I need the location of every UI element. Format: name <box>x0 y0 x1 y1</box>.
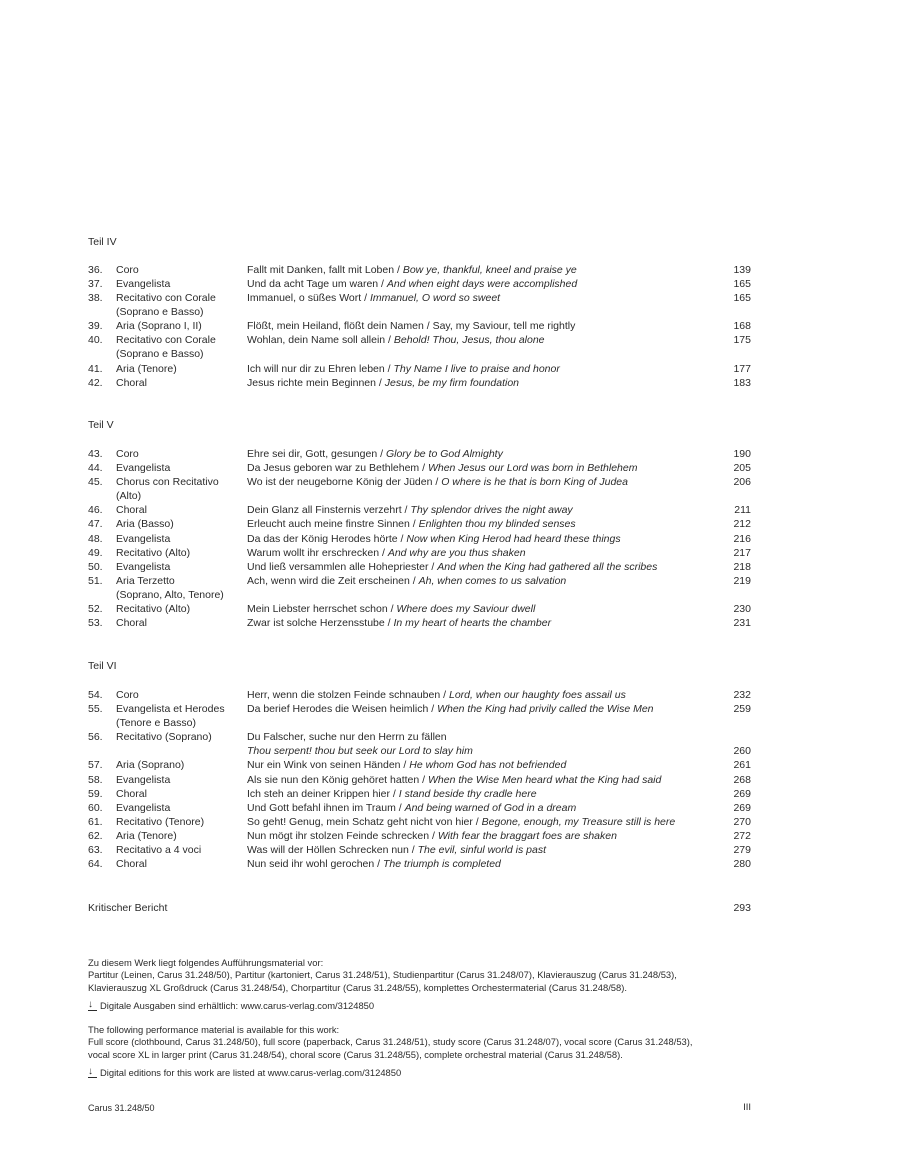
entry-movement-type <box>116 702 246 730</box>
entry-number: 58. <box>88 773 103 786</box>
entry-page-number: 269 <box>733 801 751 814</box>
german-title: Ehre sei dir, Gott, gesungen <box>247 448 378 460</box>
title-separator: / <box>384 362 394 375</box>
toc-entry <box>0 758 900 772</box>
entry-page-number: 217 <box>733 546 751 559</box>
entry-movement-type <box>116 843 246 857</box>
german-title: Flößt, mein Heiland, flößt dein Namen <box>247 320 424 333</box>
entry-page-number: 165 <box>733 292 751 305</box>
entry-page-number: 268 <box>733 773 751 786</box>
toc-entry <box>0 730 900 758</box>
movement-type-label: Choral <box>116 858 147 871</box>
german-title: Erleucht auch meine finstre Sinnen <box>247 518 410 531</box>
entry-number: 53. <box>88 617 103 630</box>
title-separator: / <box>385 334 394 347</box>
english-title: He whom God has not befriended <box>409 759 567 772</box>
title-separator: / <box>397 532 407 545</box>
german-title: Da das der König Herodes hörte <box>247 532 398 545</box>
german-title: Da berief Herodes die Weisen heimlich <box>247 703 429 716</box>
entry-movement-type <box>116 319 246 333</box>
entry-number: 50. <box>88 560 103 573</box>
entry-number: 57. <box>88 759 103 772</box>
english-title: Thou serpent! thou but seek our Lord to slay him <box>247 745 473 758</box>
english-title: Ah, when comes to us salvation <box>418 574 567 587</box>
toc-entry <box>0 702 900 730</box>
movement-type-label: Choral <box>116 504 147 517</box>
entry-title <box>247 688 727 702</box>
entry-number: 48. <box>88 532 103 545</box>
english-title: O where is he that is born King of Judea <box>441 476 628 489</box>
german-title: Warum wollt ihr erschrecken <box>247 546 380 559</box>
entry-title <box>247 702 727 716</box>
section-title-teil-vi: Teil VI <box>88 660 117 672</box>
entry-movement-type <box>116 532 246 546</box>
title-separator: / <box>429 829 438 842</box>
movement-type-label: Recitativo con Corale <box>116 292 216 305</box>
entry-number: 43. <box>88 448 103 460</box>
english-title: Jesus, be my firm foundation <box>384 376 519 389</box>
entry-page-number: 270 <box>733 815 751 828</box>
entry-title <box>247 362 727 376</box>
german-title: Da Jesus geboren war zu Bethlehem <box>247 462 420 475</box>
material-intro-de: Zu diesem Werk liegt folgendes Aufführungsmaterial vor: <box>88 957 324 968</box>
entry-title <box>247 758 727 772</box>
german-title: So geht! Genug, mein Schatz geht nicht von hier <box>247 815 473 828</box>
movement-type-label: Coro <box>116 448 139 460</box>
entry-movement-type <box>116 616 246 630</box>
entry-page-number: 212 <box>733 518 751 531</box>
entry-title <box>247 829 727 843</box>
entry-movement-type <box>116 688 246 702</box>
english-title: Enlighten thou my blinded senses <box>418 518 576 531</box>
material-line1-en: Full score (clothbound, Carus 31.248/50), full score (paperback, Carus 31.248/51), study score (Carus 31.248/07), vocal score (Carus 31.248/53), <box>88 1036 693 1048</box>
entry-movement-type <box>116 815 246 829</box>
movement-type-label: Choral <box>116 787 147 800</box>
movement-type-label: Evangelista <box>116 801 171 814</box>
entry-movement-type <box>116 857 246 871</box>
entry-title <box>247 376 727 390</box>
entry-number: 41. <box>88 362 103 375</box>
entry-title <box>247 843 727 857</box>
german-title: Fallt mit Danken, fallt mit Loben <box>247 264 395 276</box>
english-title: Thy Name I live to praise and honor <box>393 362 560 375</box>
german-title: Dein Glanz all Finsternis verzehrt <box>247 504 402 517</box>
german-title: Was will der Höllen Schrecken nun <box>247 844 409 857</box>
entry-page-number: 272 <box>733 829 751 842</box>
toc-entry <box>0 857 900 871</box>
german-title: Mein Liebster herrschet schon <box>247 603 388 616</box>
title-separator: / <box>408 844 418 857</box>
german-title: Nun seid ihr wohl gerochen <box>247 858 375 871</box>
entry-page-number: 259 <box>733 703 751 716</box>
toc-entry <box>0 263 900 277</box>
entry-page-number: 261 <box>733 759 751 772</box>
entry-page-number: 218 <box>733 560 751 573</box>
entry-title <box>247 815 727 829</box>
entry-number: 54. <box>88 689 103 701</box>
entry-title <box>247 602 727 616</box>
entry-page-number: 211 <box>734 504 751 517</box>
english-title: In my heart of hearts the chamber <box>393 617 552 630</box>
toc-entry <box>0 815 900 829</box>
entry-movement-type <box>116 560 246 574</box>
entry-movement-type <box>116 461 246 475</box>
title-separator: / <box>400 759 410 772</box>
entry-title <box>247 730 727 758</box>
german-title: Als sie nun den König gehöret hatten <box>247 773 420 786</box>
english-title: Lord, when our haughty foes assail us <box>448 689 626 701</box>
entry-movement-type <box>116 829 246 843</box>
kritischer-bericht-page: 293 <box>733 902 751 914</box>
entry-movement-type <box>116 517 246 531</box>
entry-page-number: 231 <box>733 617 751 630</box>
entry-title <box>247 773 727 787</box>
material-intro-en: The following performance material is available for this work: <box>88 1024 340 1035</box>
toc-entry <box>0 319 900 333</box>
entry-page-number: 190 <box>733 448 751 460</box>
entry-page-number: 168 <box>733 320 751 333</box>
entry-number: 45. <box>88 476 103 489</box>
entry-page-number: 165 <box>733 278 751 291</box>
entry-number: 51. <box>88 574 103 587</box>
entry-page-number: 232 <box>733 689 751 701</box>
movement-type-label: Evangelista et Herodes <box>116 703 225 716</box>
toc-entry <box>0 362 900 376</box>
entry-title <box>247 546 727 560</box>
entry-movement-type <box>116 333 246 361</box>
title-separator: / <box>440 689 449 701</box>
entry-title <box>247 475 727 489</box>
movement-type-label: Aria (Soprano I, II) <box>116 320 202 333</box>
entry-title <box>247 461 727 475</box>
german-title: Jesus richte mein Beginnen <box>247 376 376 389</box>
toc-entry <box>0 475 900 503</box>
movement-type-label: Recitativo a 4 voci <box>116 844 202 857</box>
toc-entry <box>0 461 900 475</box>
toc-entry <box>0 787 900 801</box>
german-title: Zwar ist solche Herzensstube <box>247 617 385 630</box>
title-separator: / <box>387 603 397 616</box>
title-separator: / <box>379 546 388 559</box>
entry-title <box>247 532 727 546</box>
english-title: Bow ye, thankful, kneel and praise ye <box>402 264 577 276</box>
entry-movement-type <box>116 787 246 801</box>
entry-number: 37. <box>88 278 103 291</box>
entry-movement-type <box>116 773 246 787</box>
english-title: I stand beside thy cradle here <box>398 787 537 800</box>
toc-entry <box>0 376 900 390</box>
title-separator: / <box>419 462 428 475</box>
german-title: Ich steh an deiner Krippen hier <box>247 787 391 800</box>
movement-type-label: Aria (Basso) <box>116 518 174 531</box>
english-title: When the Wise Men heard what the King had said <box>427 773 662 786</box>
movement-type-label: Aria (Tenore) <box>116 829 177 842</box>
entry-page-number: 216 <box>733 532 751 545</box>
toc-entry <box>0 574 900 602</box>
section-title-teil-iv: Teil IV <box>88 236 117 248</box>
movement-type-label: Aria (Tenore) <box>116 362 177 375</box>
entry-movement-type <box>116 602 246 616</box>
toc-entry <box>0 843 900 857</box>
entry-page-number: 205 <box>733 462 751 475</box>
entry-page-number: 177 <box>733 362 751 375</box>
entry-number: 38. <box>88 292 103 305</box>
movement-type-label: Aria Terzetto <box>116 574 175 587</box>
movement-type-label: Choral <box>116 617 147 630</box>
movement-type-label: Evangelista <box>116 278 171 291</box>
toc-entry <box>0 560 900 574</box>
title-separator: / <box>384 617 394 630</box>
german-title: Und Gott befahl ihnen im Traum <box>247 801 396 814</box>
entry-page-number: 206 <box>733 476 751 489</box>
entry-title <box>247 503 727 517</box>
entry-title <box>247 787 727 801</box>
entry-movement-type <box>116 574 246 602</box>
english-title: And when eight days were accomplished <box>386 278 578 291</box>
entry-movement-type <box>116 263 246 277</box>
entry-title <box>247 560 727 574</box>
entry-page-number: 269 <box>733 787 751 800</box>
english-title: The triumph is completed <box>383 858 501 871</box>
entry-movement-type <box>116 362 246 376</box>
movement-type-label: Coro <box>116 264 139 276</box>
digital-editions-en-text: Digital editions for this work are listed at www.carus-verlag.com/3124850 <box>100 1067 402 1079</box>
entry-number: 44. <box>88 462 103 475</box>
material-note-german <box>88 957 798 1013</box>
entry-number: 40. <box>88 334 103 347</box>
english-title: Now when King Herod had heard these things <box>406 532 621 545</box>
english-title: When Jesus our Lord was born in Bethlehem <box>427 462 638 475</box>
english-title: Thy splendor drives the night away <box>410 504 573 517</box>
entry-number: 63. <box>88 844 103 857</box>
toc-entry <box>0 773 900 787</box>
german-title: Und da acht Tage um waren <box>247 278 379 291</box>
movement-type-label: Coro <box>116 689 139 701</box>
toc-entry <box>0 291 900 319</box>
entry-movement-type <box>116 376 246 390</box>
english-title: Behold! Thou, Jesus, thou alone <box>393 334 545 347</box>
entry-number: 47. <box>88 518 103 531</box>
entry-number: 59. <box>88 787 103 800</box>
entry-page-number: 280 <box>733 858 751 871</box>
entry-movement-type <box>116 277 246 291</box>
movement-voices-label: (Soprano e Basso) <box>116 348 204 361</box>
entry-movement-type <box>116 447 246 461</box>
entry-title <box>247 616 727 630</box>
title-separator: / <box>428 560 438 573</box>
entry-number: 62. <box>88 829 103 842</box>
german-title: Immanuel, o süßes Wort <box>247 292 362 305</box>
title-separator: / <box>428 703 438 716</box>
title-separator: / <box>374 858 384 871</box>
german-title: Herr, wenn die stolzen Feinde schnauben <box>247 689 441 701</box>
toc-entry <box>0 532 900 546</box>
title-separator: / <box>432 476 442 489</box>
title-separator: / <box>409 518 419 531</box>
entry-movement-type <box>116 546 246 560</box>
entry-movement-type <box>116 758 246 772</box>
title-separator: / <box>377 448 386 460</box>
english-title: Begone, enough, my Treasure still is here <box>481 815 676 828</box>
movement-voices-label: (Soprano, Alto, Tenore) <box>116 588 224 601</box>
entry-number: 49. <box>88 546 103 559</box>
title-separator: / <box>423 320 433 333</box>
entry-title <box>247 574 727 588</box>
movement-type-label: Recitativo (Alto) <box>116 546 191 559</box>
entry-title <box>247 333 727 347</box>
entry-number: 61. <box>88 815 103 828</box>
title-separator: / <box>395 801 405 814</box>
entry-title <box>247 517 727 531</box>
toc-entry <box>0 333 900 361</box>
movement-type-label: Aria (Soprano) <box>116 759 185 772</box>
movement-type-label: Evangelista <box>116 773 171 786</box>
english-title: Immanuel, O word so sweet <box>369 292 501 305</box>
english-title: With fear the braggart foes are shaken <box>437 829 617 842</box>
toc-entry <box>0 616 900 630</box>
kritischer-bericht-row <box>0 901 900 915</box>
english-title: When the King had privily called the Wise Men <box>437 703 654 716</box>
entry-page-number: 219 <box>733 574 751 587</box>
entry-number: 56. <box>88 731 103 744</box>
entry-movement-type <box>116 291 246 319</box>
material-note-english <box>88 1024 798 1080</box>
entry-title <box>247 857 727 871</box>
title-separator: / <box>409 574 419 587</box>
toc-teil-vi <box>0 688 900 871</box>
kritischer-bericht-label: Kritischer Bericht <box>88 902 168 914</box>
download-icon <box>88 1002 97 1011</box>
english-title: Say, my Saviour, tell me rightly <box>432 320 576 333</box>
english-title: And when the King had gathered all the scribes <box>437 560 658 573</box>
toc-teil-iv <box>0 263 900 390</box>
movement-voices-label: (Alto) <box>116 490 142 503</box>
entry-page-number: 139 <box>733 264 751 276</box>
title-separator: / <box>401 504 411 517</box>
movement-type-label: Evangelista <box>116 462 171 475</box>
digital-editions-de <box>88 1000 798 1012</box>
entry-title <box>247 319 727 333</box>
german-title: Und ließ versammlen alle Hohepriester <box>247 560 429 573</box>
entry-number: 46. <box>88 504 103 517</box>
title-separator: / <box>378 278 387 291</box>
movement-type-label: Recitativo (Tenore) <box>116 815 205 828</box>
title-separator: / <box>361 292 370 305</box>
toc-entry <box>0 602 900 616</box>
german-title: Wo ist der neugeborne König der Jüden <box>247 476 433 489</box>
movement-type-label: Evangelista <box>116 560 171 573</box>
material-line2-en: vocal score XL in larger print (Carus 31.248/54), choral score (Carus 31.248/55), complete orchestral material (Carus 31.248/58). <box>88 1048 623 1060</box>
title-separator: / <box>394 264 403 276</box>
entry-movement-type <box>116 475 246 503</box>
toc-entry <box>0 277 900 291</box>
digital-editions-de-text: Digitale Ausgaben sind erhältlich: www.carus-verlag.com/3124850 <box>100 1000 375 1012</box>
entry-movement-type <box>116 503 246 517</box>
entry-number: 60. <box>88 801 103 814</box>
movement-type-label: Chorus con Recitativo <box>116 476 219 489</box>
entry-title <box>247 447 727 461</box>
english-title: Glory be to God Almighty <box>385 448 503 460</box>
german-title: Wohlan, dein Name soll allein <box>247 334 386 347</box>
english-title: Where does my Saviour dwell <box>396 603 536 616</box>
entry-title <box>247 291 727 305</box>
english-title: And why are you thus shaken <box>387 546 526 559</box>
entry-title <box>247 263 727 277</box>
entry-movement-type <box>116 730 246 744</box>
movement-voices-label: (Tenore e Basso) <box>116 717 196 730</box>
entry-page-number: 260 <box>733 745 751 758</box>
entry-page-number: 279 <box>733 844 751 857</box>
german-title: Ich will nur dir zu Ehren leben <box>247 362 385 375</box>
toc-entry <box>0 546 900 560</box>
entry-number: 64. <box>88 858 103 871</box>
material-line1-de: Partitur (Leinen, Carus 31.248/50), Partitur (kartoniert, Carus 31.248/51), Studienpartitur (Carus 31.248/07), Klavierauszug (Carus 31.248/53), <box>88 969 677 981</box>
material-line2-de: Klavierauszug XL Großdruck (Carus 31.248/54), Chorpartitur (Carus 31.248/55), komplettes Orchestermaterial (Carus 31.248/58). <box>88 981 627 993</box>
entry-title <box>247 277 727 291</box>
toc-entry <box>0 517 900 531</box>
entry-page-number: 175 <box>733 334 751 347</box>
entry-page-number: 183 <box>733 376 751 389</box>
movement-voices-label: (Soprano e Basso) <box>116 306 204 319</box>
german-title: Nur ein Wink von seinen Händen <box>247 759 401 772</box>
entry-number: 55. <box>88 703 103 716</box>
movement-type-label: Recitativo (Alto) <box>116 603 191 616</box>
entry-page-number: 230 <box>733 603 751 616</box>
entry-movement-type <box>116 801 246 815</box>
german-title: Ach, wenn wird die Zeit erscheinen <box>247 574 410 587</box>
entry-title <box>247 801 727 815</box>
toc-entry <box>0 447 900 461</box>
german-title: Du Falscher, suche nur den Herrn zu fällen <box>247 731 447 744</box>
toc-entry <box>0 503 900 517</box>
digital-editions-en <box>88 1067 798 1079</box>
toc-entry <box>0 801 900 815</box>
english-title: And being warned of God in a dream <box>404 801 577 814</box>
entry-number: 36. <box>88 264 103 276</box>
footer-catalog-number: Carus 31.248/50 <box>88 1103 155 1113</box>
entry-number: 39. <box>88 320 103 333</box>
english-title: The evil, sinful world is past <box>417 844 547 857</box>
toc-teil-v <box>0 447 900 630</box>
toc-entry <box>0 688 900 702</box>
title-separator: / <box>419 773 428 786</box>
footer-page-number: III <box>743 1102 751 1113</box>
title-separator: / <box>376 376 385 389</box>
movement-type-label: Recitativo (Soprano) <box>116 731 212 744</box>
movement-type-label: Recitativo con Corale <box>116 334 216 347</box>
title-separator: / <box>472 815 482 828</box>
toc-entry <box>0 829 900 843</box>
entry-number: 42. <box>88 376 103 389</box>
download-icon <box>88 1069 97 1078</box>
title-separator: / <box>390 787 399 800</box>
entry-number: 52. <box>88 603 103 616</box>
movement-type-label: Choral <box>116 376 147 389</box>
movement-type-label: Evangelista <box>116 532 171 545</box>
german-title: Nun mögt ihr stolzen Feinde schrecken <box>247 829 430 842</box>
section-title-teil-v: Teil V <box>88 419 114 431</box>
